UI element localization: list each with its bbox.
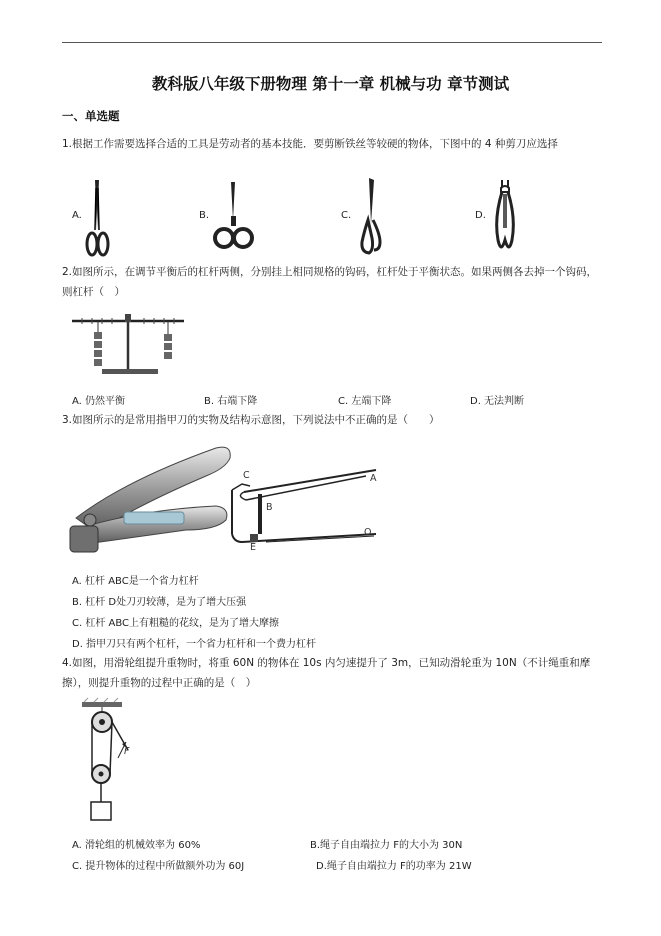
q4-option-c: C. 提升物体的过程中所做额外功为 60J [72, 861, 245, 872]
section-title: 一、单选题 [62, 109, 120, 123]
q1-option-d: D. [475, 210, 486, 221]
q2-option-b: B. 右端下降 [204, 396, 258, 407]
question-3-text: 3.如图所示的是常用指甲刀的实物及结构示意图，下列说法中不正确的是（ ） [62, 414, 440, 426]
q4-option-d: D.绳子自由端拉力 F的功率为 21W [316, 861, 472, 872]
q1-option-b: B. [199, 210, 210, 221]
scissors-b-image [212, 180, 254, 252]
scissors-d-image [490, 178, 520, 258]
diagram-label-e: E [250, 542, 257, 553]
nail-clipper-photo [66, 440, 234, 558]
q3-option-c: C. 杠杆 ABC上有粗糙的花纹，是为了增大摩擦 [72, 618, 280, 629]
lever-balance-diagram [68, 312, 188, 378]
q1-option-a: A. [72, 210, 82, 221]
q2-option-d: D. 无法判断 [470, 396, 525, 407]
q4-option-b: B.绳子自由端拉力 F的大小为 30N [310, 840, 463, 851]
document-title: 教科版八年级下册物理 第十一章 机械与功 章节测试 [151, 75, 510, 93]
q1-option-c: C. [341, 210, 352, 221]
q3-option-a: A. 杠杆 ABC是一个省力杠杆 [72, 576, 199, 587]
pulley-system-diagram [74, 700, 144, 828]
diagram-label-c: C [243, 470, 250, 481]
scissors-c-image [354, 176, 388, 260]
q2-option-c: C. 左端下降 [338, 396, 392, 407]
q3-option-b: B. 杠杆 D处刀刃较薄，是为了增大压强 [72, 597, 247, 608]
scissors-a-image [82, 178, 112, 260]
question-1-text: 1.根据工作需要选择合适的工具是劳动者的基本技能．要剪断铁丝等较硬的物体，下图中的 4 种剪刀应选择 [62, 138, 558, 150]
q3-option-d: D. 指甲刀只有两个杠杆，一个省力杠杆和一个费力杠杆 [72, 639, 317, 650]
diagram-label-o: O [364, 527, 372, 538]
header-rule [62, 42, 602, 43]
question-4-text: 4.如图，用滑轮组提升重物时，将重 60N 的物体在 10s 内匀速提升了 3m，已知动滑轮重为 10N（不计绳重和摩擦），则提升重物的过程中正确的是（ ） [62, 657, 591, 689]
q4-option-a: A. 滑轮组的机械效率为 60% [72, 840, 201, 851]
q2-option-a: A. 仍然平衡 [72, 396, 126, 407]
diagram-label-a: A [370, 473, 377, 484]
diagram-label-b: B [266, 502, 273, 513]
force-label-f: F [124, 746, 130, 757]
question-2-text: 2.如图所示，在调节平衡后的杠杆两侧，分别挂上相同规格的钩码，杠杆处于平衡状态。如果两侧各去掉一个钩码，则杠杆（ ） [62, 266, 598, 298]
